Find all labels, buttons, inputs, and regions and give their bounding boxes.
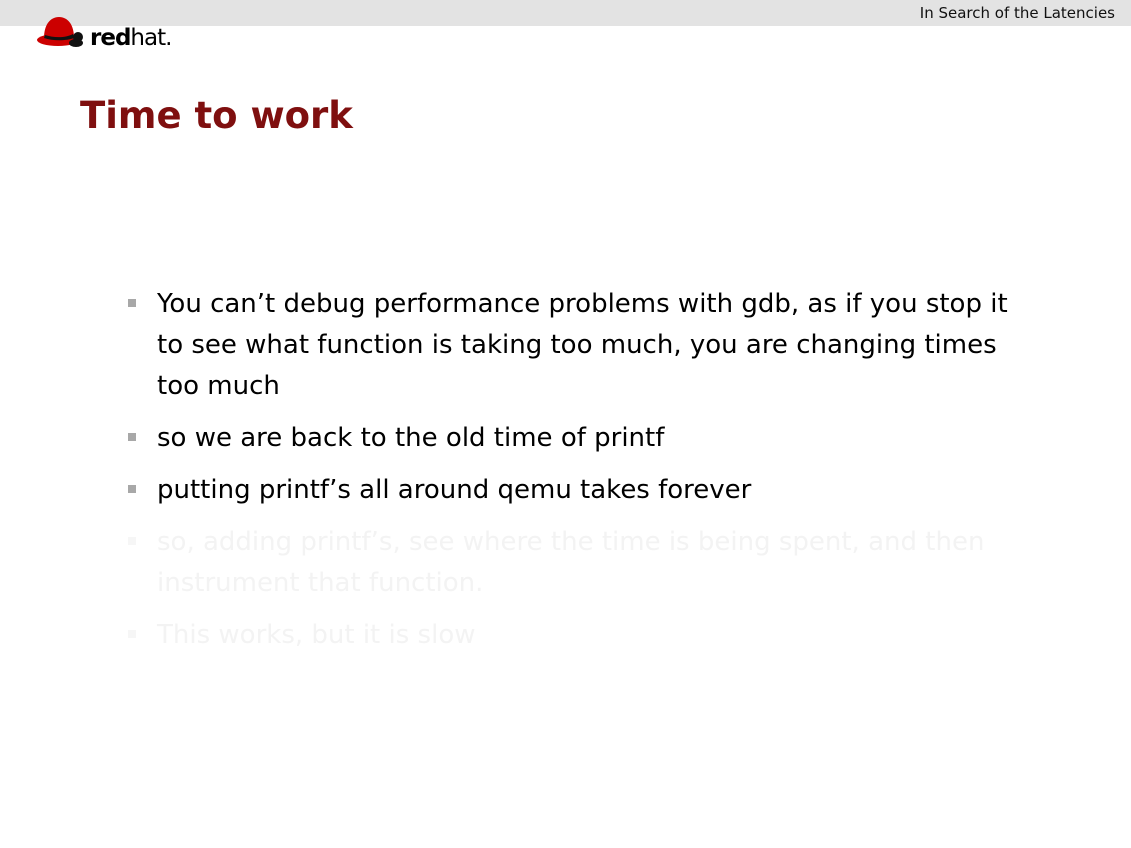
logo-wordmark (90, 25, 171, 51)
logo-wordmark-bold: red (90, 25, 131, 51)
bullet-marker (128, 299, 136, 307)
bullet-item (128, 470, 1008, 511)
bullet-text: putting printf’s all around qemu takes forever (157, 475, 752, 505)
bullet-text: This works, but it is slow (157, 620, 476, 650)
bullet-item (128, 418, 1008, 459)
bullet-marker (128, 630, 136, 638)
bullet-text: so we are back to the old time of printf (157, 423, 665, 453)
bullet-item (128, 284, 1008, 407)
bullet-item-hidden (128, 615, 1008, 656)
bullet-item-hidden (128, 522, 1008, 604)
shadowman-hat-icon (36, 13, 86, 49)
redhat-logo (36, 13, 186, 49)
bullet-marker (128, 485, 136, 493)
presentation-title: In Search of the Latencies (919, 4, 1115, 22)
slide-title: Time to work (80, 94, 353, 137)
logo-wordmark-regular: hat. (130, 25, 172, 51)
bullet-marker (128, 433, 136, 441)
bullet-list (128, 284, 1008, 667)
bullet-text: You can’t debug performance problems with gdb, as if you stop it to see what function is taking too much, you are changing times too much (157, 289, 1008, 401)
bullet-text: so, adding printf’s, see where the time is being spent, and then instrument that function. (157, 527, 985, 598)
bullet-marker (128, 537, 136, 545)
